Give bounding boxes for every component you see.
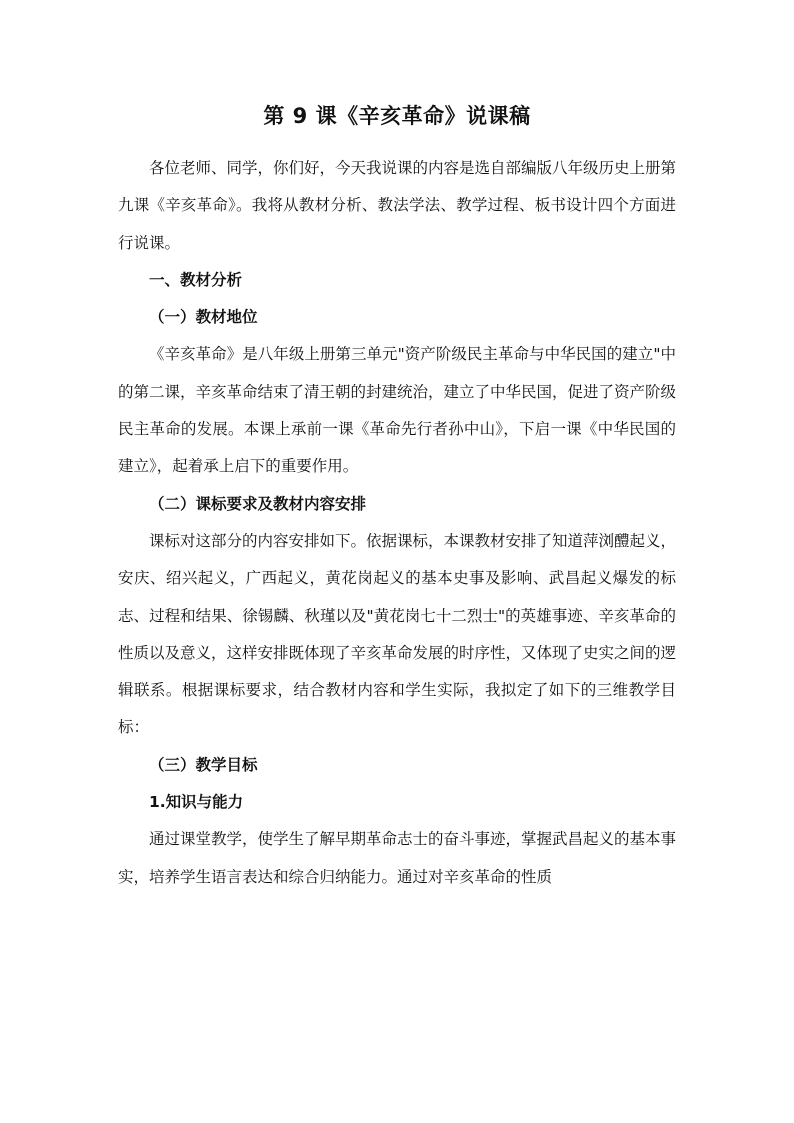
paragraph-knowledge-ability: 通过课堂教学，使学生了解早期革命志士的奋斗事迹，掌握武昌起义的基本事实，培养学生语言表达和综合归纳能力。通过对辛亥革命的性质 [118, 830, 677, 886]
document-body [118, 150, 676, 896]
paragraph-curriculum-requirements: 课标对这部分的内容安排如下。依据课标，本课教材安排了知道萍浏醴起义，安庆、绍兴起义，广西起义，黄花岗起义的基本史事及影响、武昌起义爆发的标志、过程和结果、徐锡麟、秋瑾以及"黄花岗七十二烈士"的英雄事迹、辛亥革命的性质以及意义，这样安排既体现了辛亥革命发展的时序性，又体现了史实之间的逻辑联系。根据课标要求，结合教材内容和学生实际，我拟定了如下的三维教学目标： [118, 531, 677, 737]
subsection-heading-teaching-objectives: （三）教学目标 [149, 755, 258, 774]
paragraph-textbook-position: 《辛亥革命》是八年级上册第三单元"资产阶级民主革命与中华民国的建立"中的第二课，辛亥革命结束了清王朝的封建统治，建立了中华民国，促进了资产阶级民主革命的发展。本课上承前一课《革命先行者孙中山》，下启一课《中华民国的建立》，起着承上启下的重要作用。 [118, 345, 677, 476]
subsection-heading-curriculum-requirements: （二）课标要求及教材内容安排 [149, 494, 367, 513]
paragraph-intro: 各位老师、同学，你们好，今天我说课的内容是选自部编版八年级历史上册第九课《辛亥革命》。我将从教材分析、教法学法、教学过程、板书设计四个方面进行说课。 [118, 159, 677, 252]
subsection-heading-knowledge-ability: 1.知识与能力 [149, 793, 244, 812]
section-heading-textbook-analysis: 一、教材分析 [149, 270, 243, 289]
subsection-heading-textbook-position: （一）教材地位 [149, 308, 258, 327]
page-title: 第 9 课《辛亥革命》说课稿 [263, 104, 531, 128]
